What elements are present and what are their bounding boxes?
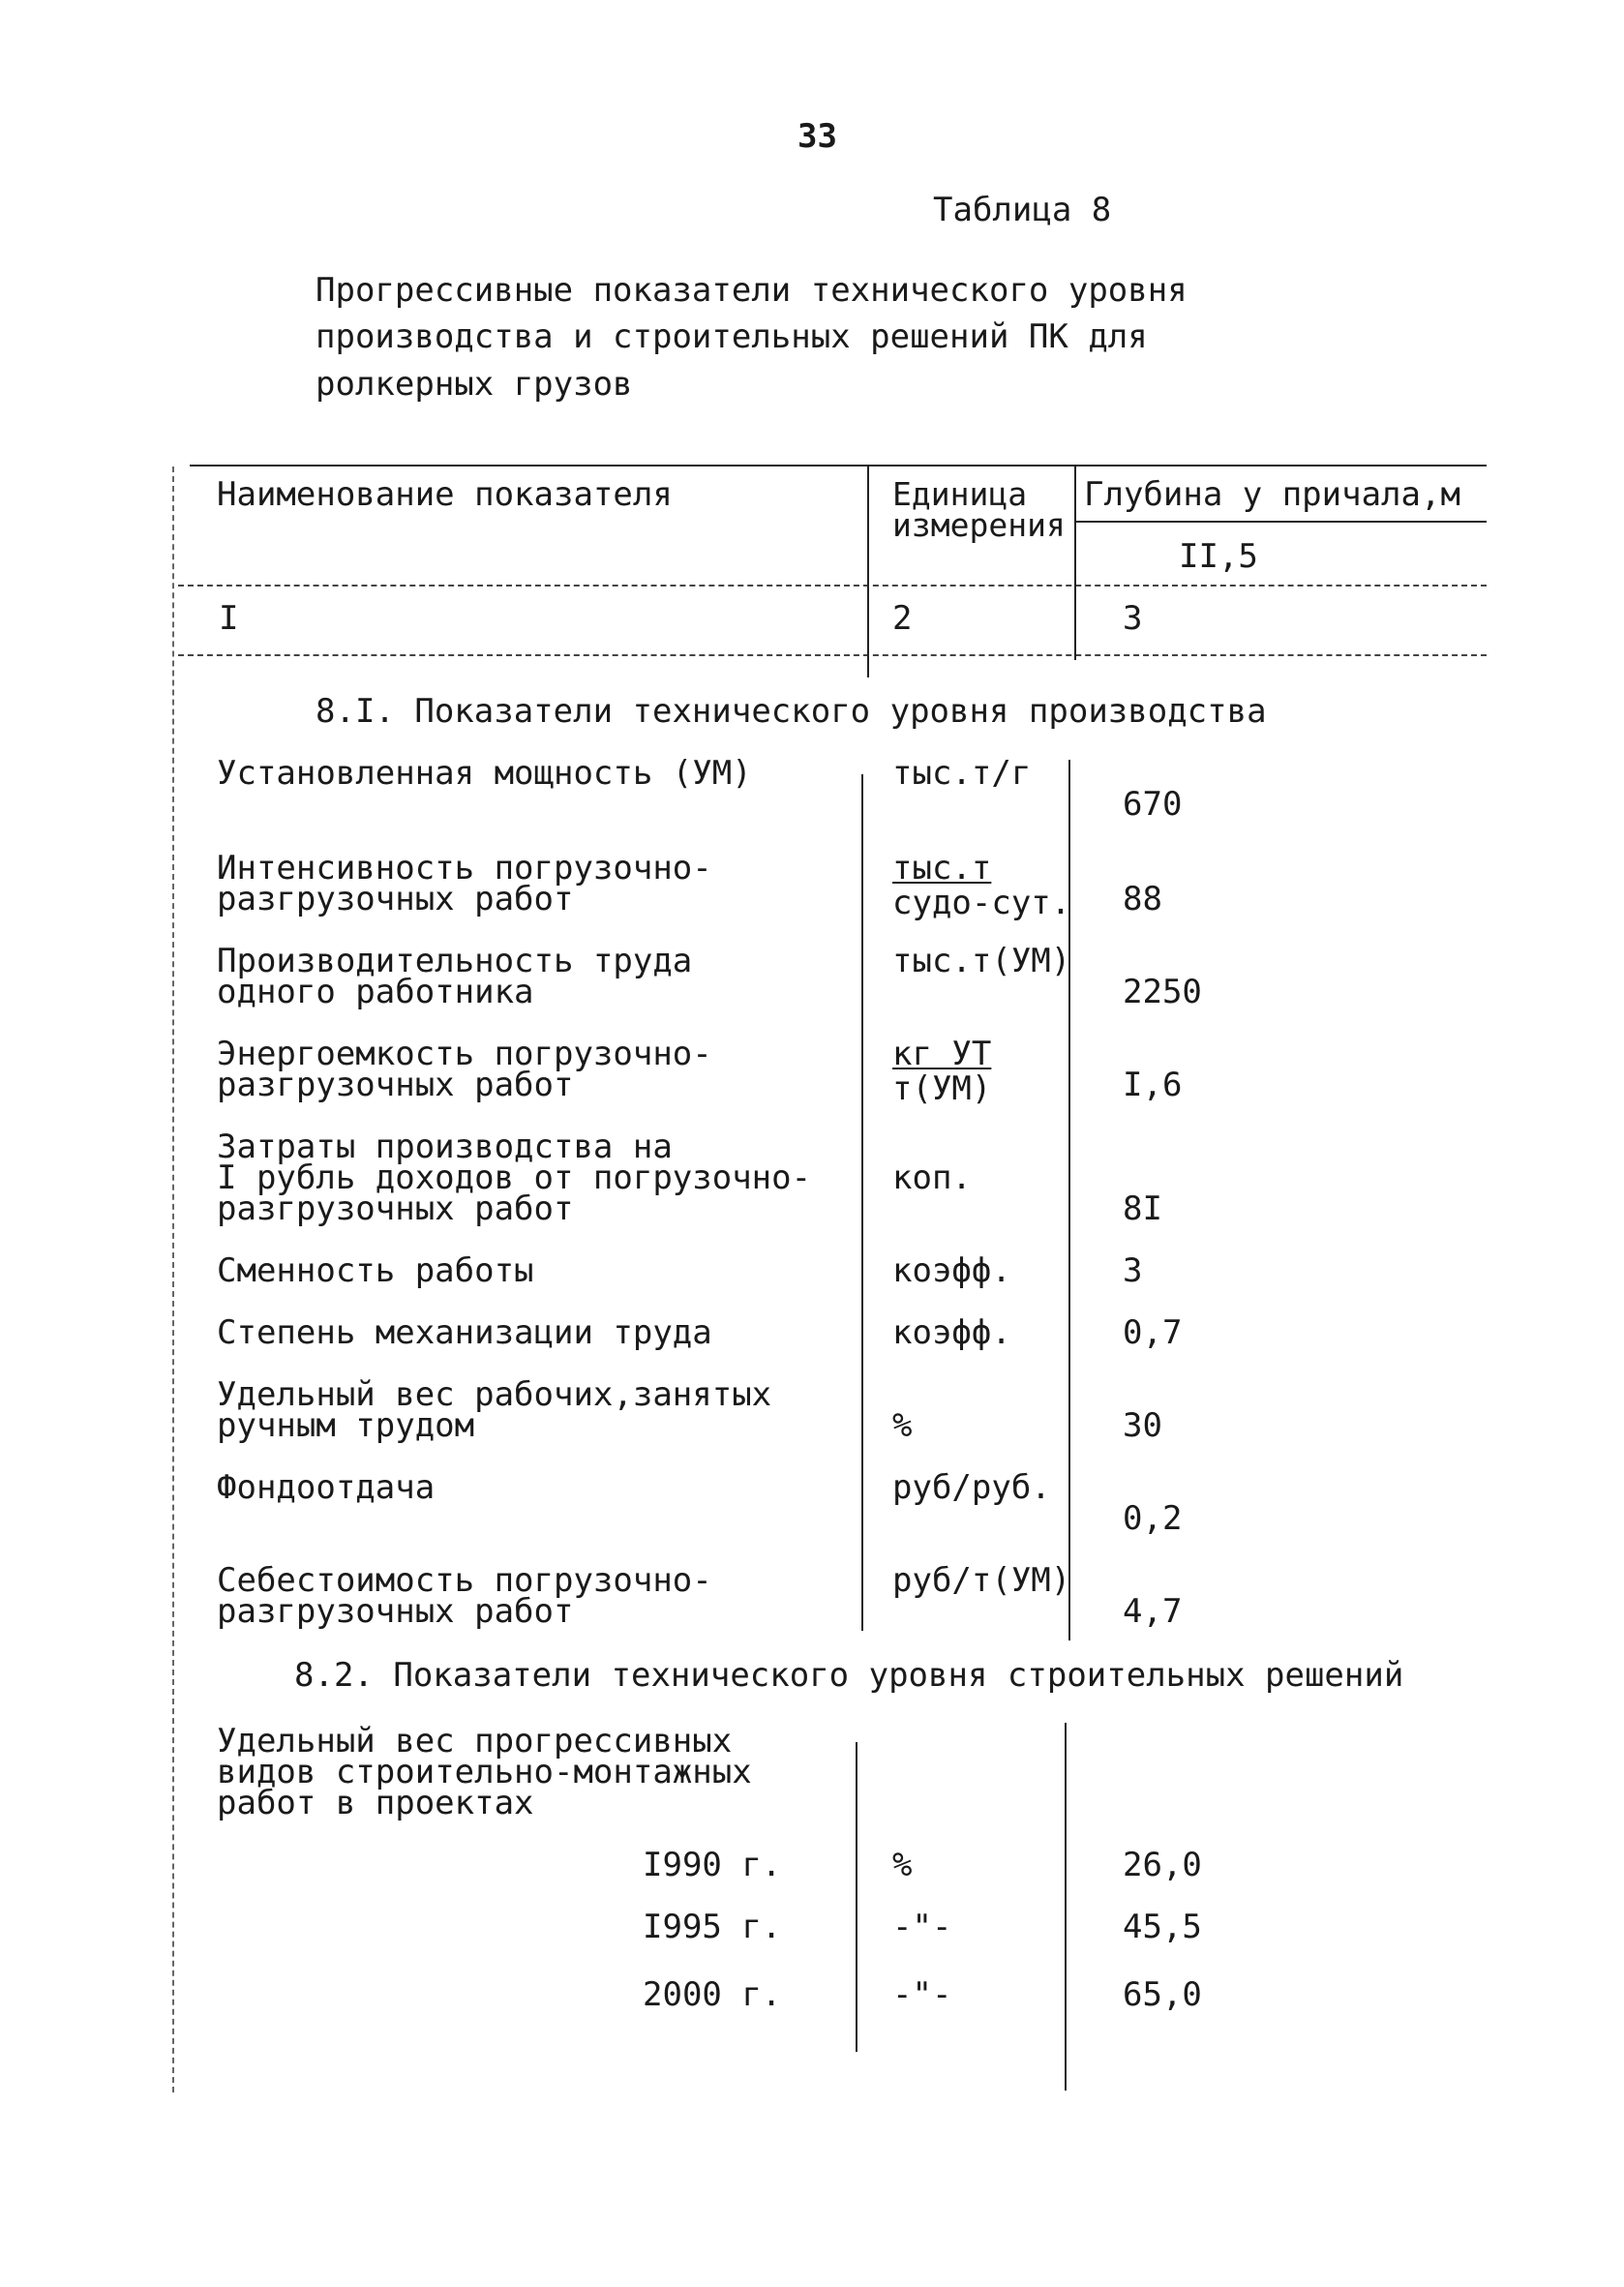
section-2-unit-divider bbox=[856, 1742, 857, 2052]
value-2000: 65,0 bbox=[1123, 1975, 1202, 2014]
column-divider-right-header bbox=[1074, 466, 1076, 660]
table-top-rule bbox=[190, 465, 1487, 466]
unit-costs: коп. bbox=[892, 1159, 972, 1197]
table-label: Таблица 8 bbox=[933, 191, 1112, 229]
indicator-installed-capacity: Установленная мощность (УМ) bbox=[217, 754, 752, 793]
unit-numerator: тыс.т bbox=[892, 849, 992, 888]
indicator-costs-line-2: I рубль доходов от погрузочно- bbox=[217, 1159, 812, 1197]
unit-labor-productivity: тыс.т(УМ) bbox=[892, 942, 1071, 980]
unit-handling-intensity bbox=[892, 849, 1071, 922]
indicator-labor-productivity-line-2: одного работника bbox=[217, 973, 534, 1011]
unit-denominator: т(УМ) bbox=[892, 1069, 992, 1108]
unit-handling-cost: руб/т(УМ) bbox=[892, 1561, 1071, 1600]
value-handling-intensity: 88 bbox=[1123, 880, 1162, 918]
table-caption-line-1: Прогрессивные показатели технического уровня bbox=[316, 271, 1188, 310]
header-unit-line-2: измерения bbox=[892, 506, 1066, 544]
column-divider-left-header bbox=[867, 466, 869, 677]
header-depth: Глубина у причала,м bbox=[1084, 475, 1460, 514]
indicator-progressive-works-line-1: Удельный вес прогрессивных bbox=[217, 1722, 733, 1760]
column-numbers-rule bbox=[178, 654, 1487, 656]
indicator-costs-line-3: разгрузочных работ bbox=[217, 1189, 574, 1228]
indicator-capital-productivity: Фондоотдача bbox=[217, 1468, 436, 1507]
section-2-value-divider bbox=[1065, 1723, 1067, 2091]
indicator-shift-ratio: Сменность работы bbox=[217, 1251, 534, 1290]
unit-2000: -"- bbox=[892, 1975, 952, 2014]
year-1995: I995 г. bbox=[643, 1908, 782, 1946]
header-unit-line-1: Единица bbox=[892, 475, 1028, 513]
unit-energy-intensity bbox=[892, 1035, 992, 1108]
value-costs: 8I bbox=[1123, 1189, 1162, 1228]
header-indicator-name: Наименование показателя bbox=[217, 475, 673, 514]
indicator-energy-intensity-line-2: разгрузочных работ bbox=[217, 1066, 574, 1104]
year-1990: I990 г. bbox=[643, 1846, 782, 1884]
value-installed-capacity: 670 bbox=[1123, 785, 1183, 824]
unit-1990: % bbox=[892, 1846, 913, 1884]
column-number-1: I bbox=[219, 599, 239, 638]
value-handling-cost: 4,7 bbox=[1123, 1592, 1183, 1631]
value-mechanization: 0,7 bbox=[1123, 1313, 1183, 1352]
indicator-handling-intensity-line-1: Интенсивность погрузочно- bbox=[217, 849, 712, 888]
indicator-mechanization: Степень механизации труда bbox=[217, 1313, 712, 1352]
unit-capital-productivity: руб/руб. bbox=[892, 1468, 1051, 1507]
value-energy-intensity: I,6 bbox=[1123, 1066, 1183, 1104]
indicator-energy-intensity-line-1: Энергоемкость погрузочно- bbox=[217, 1035, 712, 1073]
table-caption-line-3: ролкерных грузов bbox=[316, 365, 633, 404]
indicator-costs-line-1: Затраты производства на bbox=[217, 1128, 673, 1166]
unit-denominator: судо-сут. bbox=[892, 884, 1071, 922]
unit-shift-ratio: коэфф. bbox=[892, 1251, 1011, 1290]
column-number-2: 2 bbox=[892, 599, 913, 638]
left-margin-line bbox=[172, 466, 174, 2092]
column-number-3: 3 bbox=[1123, 599, 1143, 638]
section-1-unit-divider bbox=[861, 774, 863, 1631]
table-caption-line-2: производства и строительных решений ПК для bbox=[316, 317, 1148, 356]
indicator-manual-labor-line-2: ручным трудом bbox=[217, 1406, 475, 1445]
unit-installed-capacity: тыс.т/г bbox=[892, 754, 1032, 793]
section-1-title: 8.I. Показатели технического уровня производства bbox=[316, 692, 1267, 731]
header-depth-value: II,5 bbox=[1179, 537, 1258, 576]
value-1995: 45,5 bbox=[1123, 1908, 1202, 1946]
unit-manual-labor: % bbox=[892, 1406, 913, 1445]
value-shift-ratio: 3 bbox=[1123, 1251, 1143, 1290]
value-labor-productivity: 2250 bbox=[1123, 973, 1202, 1011]
page-number: 33 bbox=[797, 117, 837, 156]
indicator-handling-cost-line-2: разгрузочных работ bbox=[217, 1592, 574, 1631]
year-2000: 2000 г. bbox=[643, 1975, 782, 2014]
indicator-progressive-works-line-2: видов строительно-монтажных bbox=[217, 1753, 752, 1791]
section-2-title: 8.2. Показатели технического уровня строительных решений bbox=[294, 1656, 1404, 1695]
indicator-labor-productivity-line-1: Производительность труда bbox=[217, 942, 693, 980]
indicator-manual-labor-line-1: Удельный вес рабочих,занятых bbox=[217, 1375, 772, 1414]
unit-numerator: кг УТ bbox=[892, 1035, 992, 1073]
indicator-handling-cost-line-1: Себестоимость погрузочно- bbox=[217, 1561, 712, 1600]
indicator-progressive-works-line-3: работ в проектах bbox=[217, 1784, 534, 1822]
value-capital-productivity: 0,2 bbox=[1123, 1499, 1183, 1538]
value-manual-labor: 30 bbox=[1123, 1406, 1162, 1445]
indicator-handling-intensity-line-2: разгрузочных работ bbox=[217, 880, 574, 918]
header-depth-rule bbox=[1076, 521, 1487, 523]
unit-mechanization: коэфф. bbox=[892, 1313, 1011, 1352]
value-1990: 26,0 bbox=[1123, 1846, 1202, 1884]
unit-1995: -"- bbox=[892, 1908, 952, 1946]
header-bottom-rule bbox=[178, 585, 1487, 587]
